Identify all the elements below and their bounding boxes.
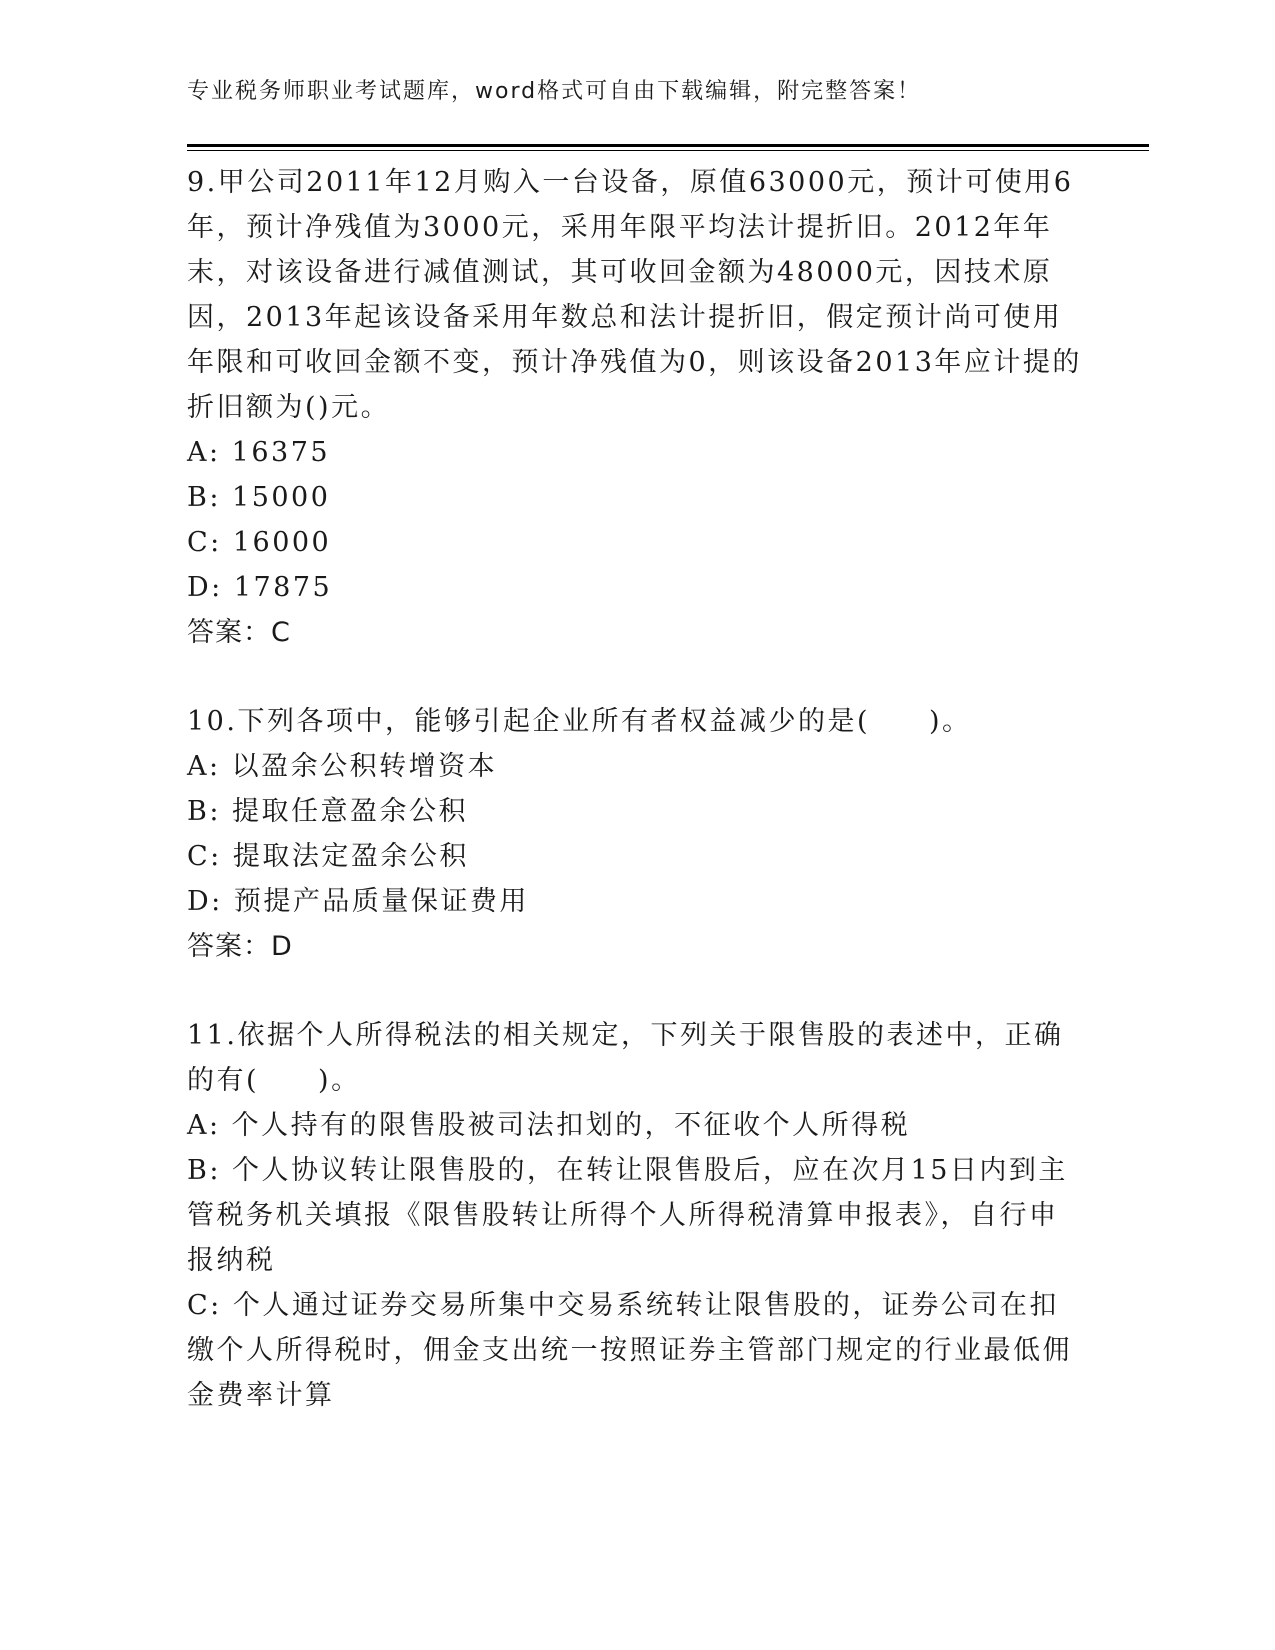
header-rule-thick (187, 144, 1149, 147)
question-list (187, 160, 1087, 1462)
answer: 答案：C (187, 617, 291, 648)
header-rule-thin (187, 150, 1149, 151)
option-c: C: 提取法定盈余公积 (187, 841, 469, 872)
option-a: A: 16375 (187, 437, 331, 468)
question-stem: 9.甲公司2011年12月购入一台设备，原值63000元，预计可使用6年，预计净残值为3000元，采用年限平均法计提折旧。2012年年末，对该设备进行减值测试，其可收回金额为48000元，因技术原因，2013年起该设备采用年数总和法计提折旧，假定预计尚可使用年限和可收回金额不变，预计净残值为0，则该设备2013年应计提的折旧额为()元。 (187, 167, 1082, 423)
option-c: C: 个人通过证券交易所集中交易系统转让限售股的，证券公司在扣缴个人所得税时，佣金支出统一按照证券主管部门规定的行业最低佣金费率计算 (187, 1290, 1072, 1411)
option-a: A: 以盈余公积转增资本 (187, 751, 498, 782)
question-stem: 10.下列各项中，能够引起企业所有者权益减少的是( )。 (187, 706, 972, 737)
page-header: 专业税务师职业考试题库，word格式可自由下载编辑，附完整答案！ (187, 79, 922, 104)
option-b: B: 提取任意盈余公积 (187, 796, 469, 827)
option-c: C: 16000 (187, 527, 332, 558)
option-b: B: 个人协议转让限售股的，在转让限售股后，应在次月15日内到主管税务机关填报《限售股转让所得个人所得税清算申报表》，自行申报纳税 (187, 1155, 1068, 1276)
option-a: A: 个人持有的限售股被司法扣划的，不征收个人所得税 (187, 1110, 911, 1141)
answer: 答案：D (187, 931, 293, 962)
question-9 (187, 160, 1087, 655)
question-stem: 11.依据个人所得税法的相关规定，下列关于限售股的表述中，正确的有( )。 (187, 1020, 1064, 1096)
option-b: B: 15000 (187, 482, 331, 513)
question-11 (187, 1013, 1087, 1418)
option-d: D: 17875 (187, 572, 333, 603)
option-d: D: 预提产品质量保证费用 (187, 886, 529, 917)
question-10 (187, 699, 1087, 969)
